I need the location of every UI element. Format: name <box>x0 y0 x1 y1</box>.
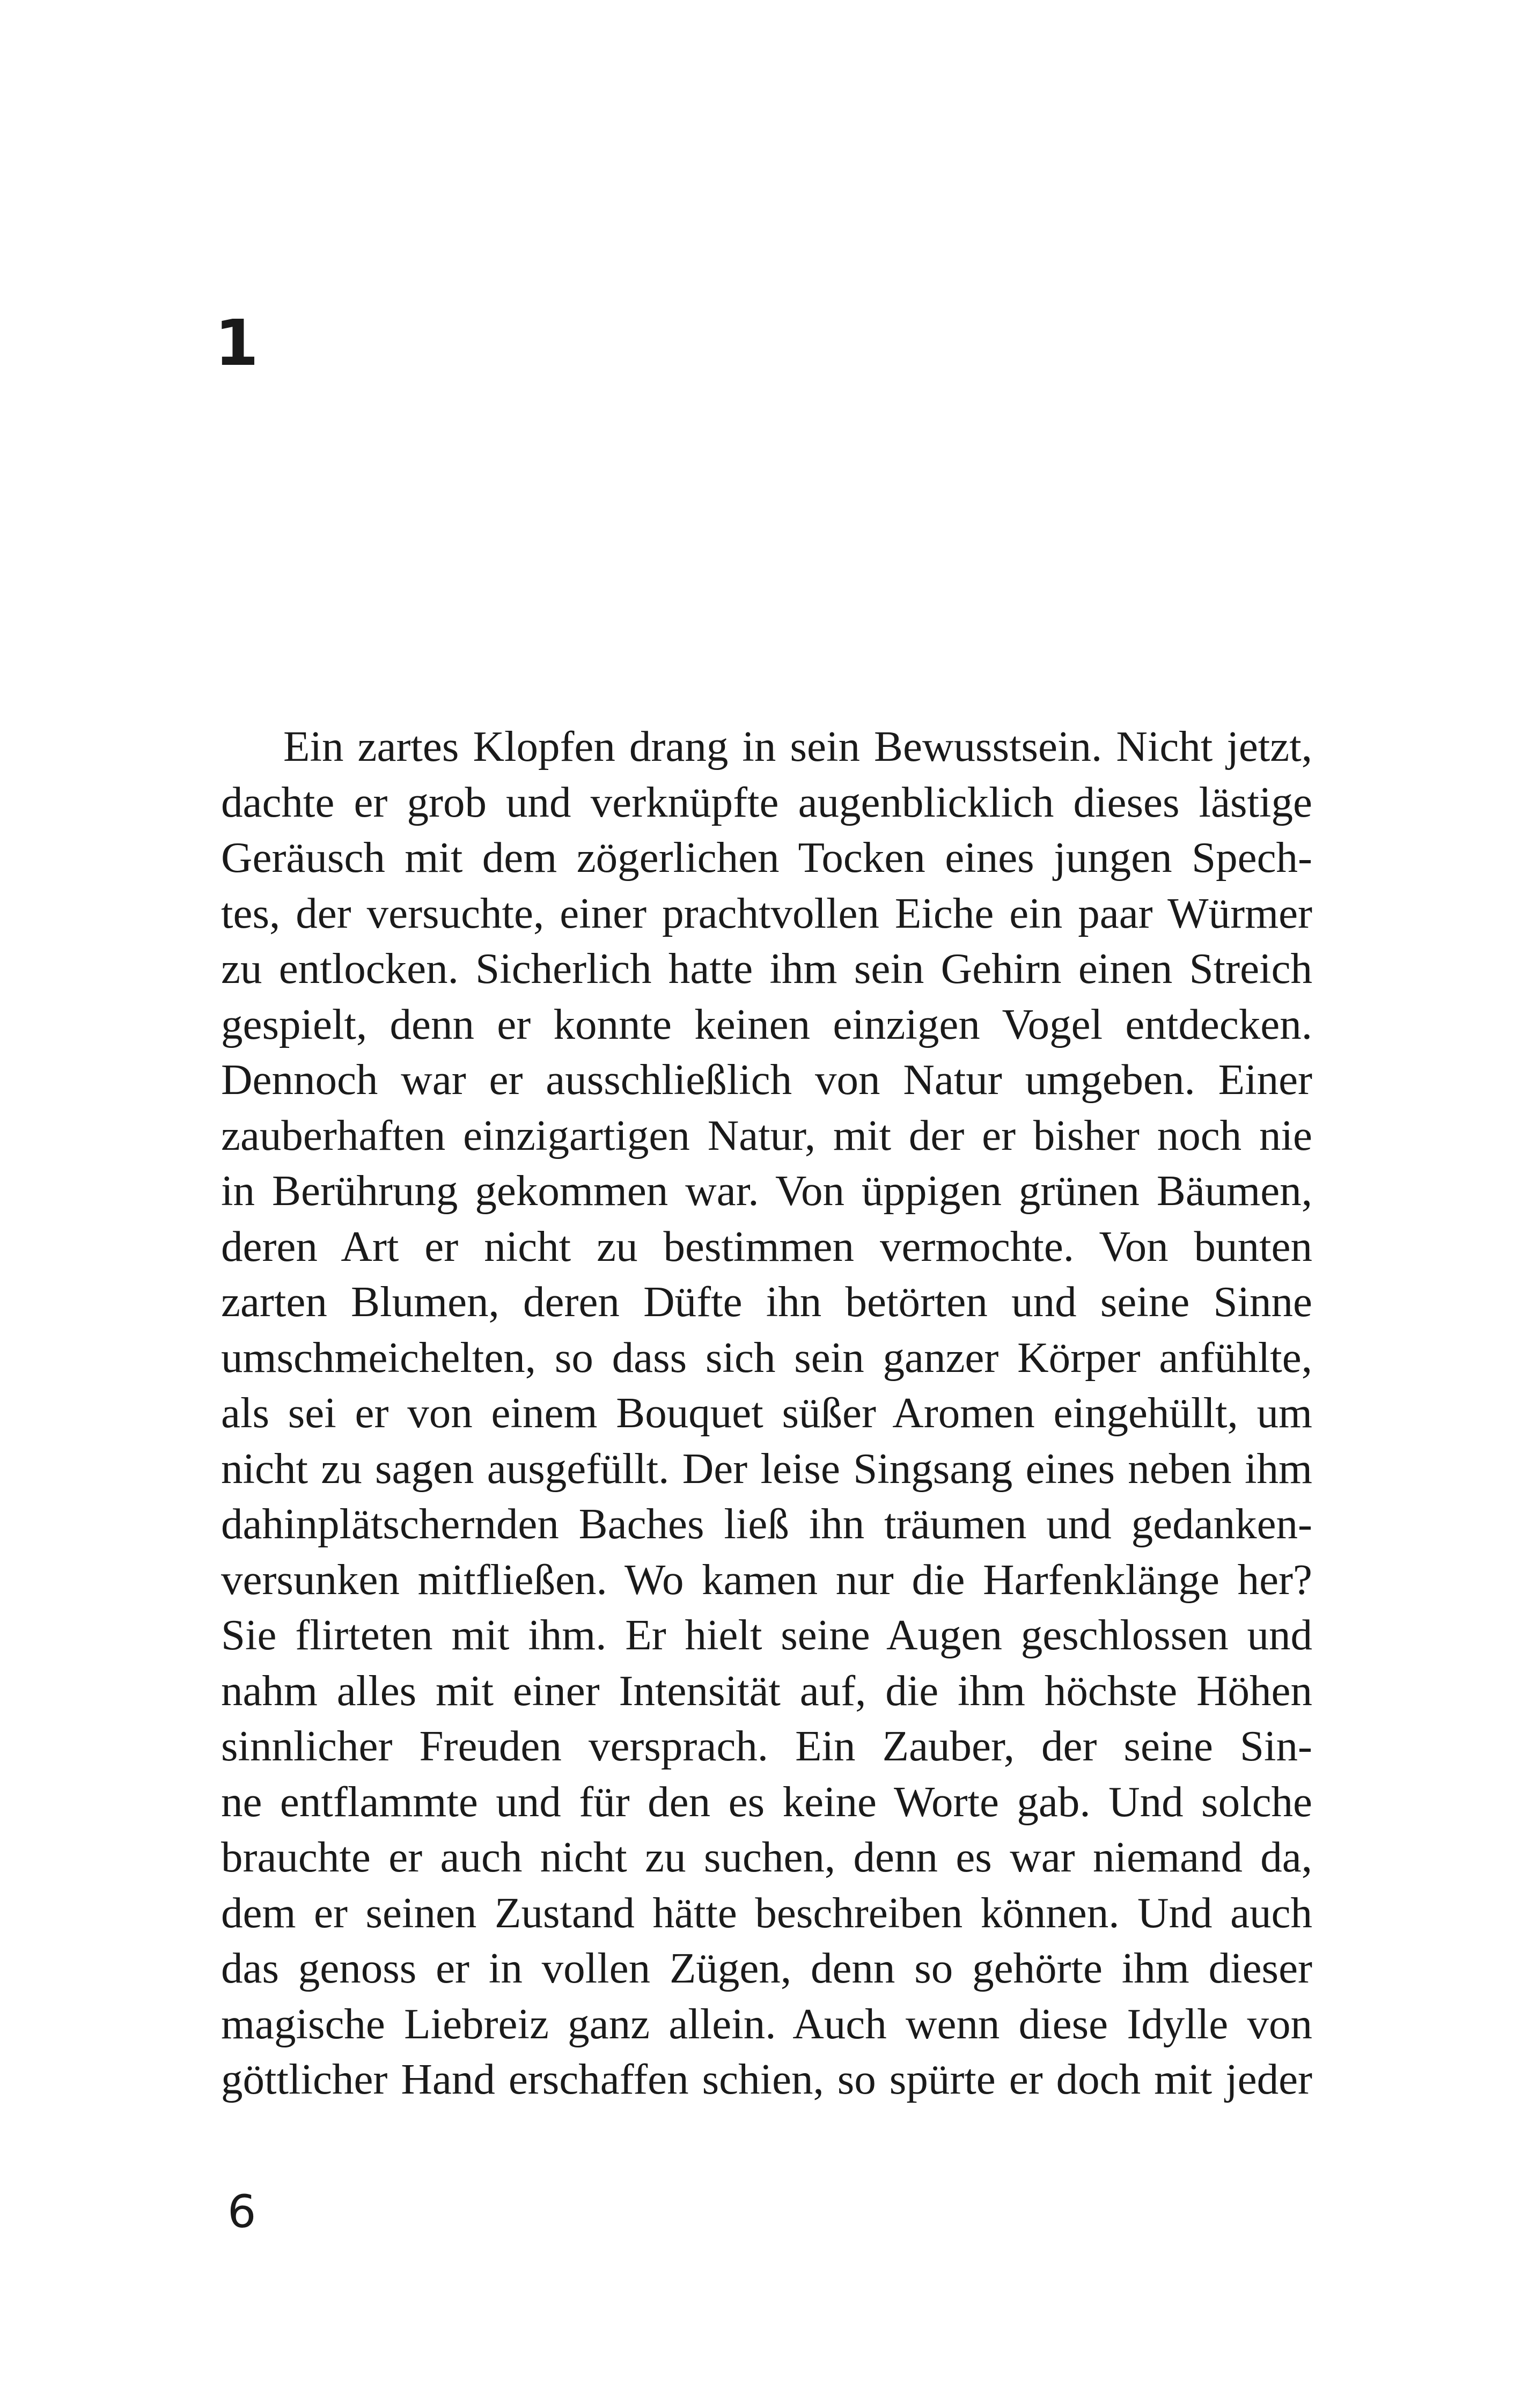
page-number: 6 <box>227 2185 256 2238</box>
text-line: zauberhaften einzigartigen Natur, mit der er bisher noch nie <box>221 1111 1312 1159</box>
text-line: Geräusch mit dem zögerlichen Tocken eines jungen Spech- <box>221 833 1312 882</box>
text-line: deren Art er nicht zu bestimmen vermochte. Von bunten <box>221 1222 1312 1271</box>
text-line: zarten Blumen, deren Düfte ihn betörten und seine Sinne <box>221 1278 1312 1326</box>
text-line: als sei er von einem Bouquet süßer Aromen eingehüllt, um <box>221 1389 1312 1437</box>
text-line: magische Liebreiz ganz allein. Auch wenn diese Idylle von <box>221 1999 1312 2048</box>
text-line: nahm alles mit einer Intensität auf, die ihm höchste Höhen <box>221 1666 1312 1715</box>
text-line: ne entflammte und für den es keine Worte gab. Und solche <box>221 1777 1312 1826</box>
text-line: sinnlicher Freuden versprach. Ein Zauber, der seine Sin- <box>221 1722 1312 1770</box>
text-line: dahinplätschernden Baches ließ ihn träumen und gedanken- <box>221 1500 1312 1548</box>
text-line: nicht zu sagen ausgefüllt. Der leise Singsang eines neben ihm <box>221 1444 1312 1493</box>
text-line: göttlicher Hand erschaffen schien, so spürte er doch mit jeder <box>221 2055 1312 2103</box>
text-line: dem er seinen Zustand hätte beschreiben können. Und auch <box>221 1888 1312 1937</box>
text-line: das genoss er in vollen Zügen, denn so gehörte ihm dieser <box>221 1944 1312 1992</box>
body-paragraph <box>221 719 1312 2108</box>
text-line: Sie flirteten mit ihm. Er hielt seine Augen geschlossen und <box>221 1611 1312 1659</box>
text-line: tes, der versuchte, einer prachtvollen Eiche ein paar Würmer <box>221 889 1312 937</box>
text-line: brauchte er auch nicht zu suchen, denn es war niemand da, <box>221 1833 1312 1881</box>
text-line: Ein zartes Klopfen drang in sein Bewusstsein. Nicht jetzt, <box>283 722 1312 770</box>
text-line: versunken mitfließen. Wo kamen nur die Harfenklänge her? <box>221 1555 1312 1604</box>
text-line: gespielt, denn er konnte keinen einzigen Vogel entdecken. <box>221 1000 1312 1048</box>
text-line: zu entlocken. Sicherlich hatte ihm sein Gehirn einen Streich <box>221 944 1312 993</box>
text-line: umschmeichelten, so dass sich sein ganzer Körper anfühlte, <box>221 1333 1312 1382</box>
chapter-number: 1 <box>215 306 259 380</box>
text-line: in Berührung gekommen war. Von üppigen grünen Bäumen, <box>221 1166 1312 1215</box>
text-line: dachte er grob und verknüpfte augenblicklich dieses lästige <box>221 777 1312 826</box>
text-line: Dennoch war er ausschließlich von Natur umgeben. Einer <box>221 1055 1312 1104</box>
